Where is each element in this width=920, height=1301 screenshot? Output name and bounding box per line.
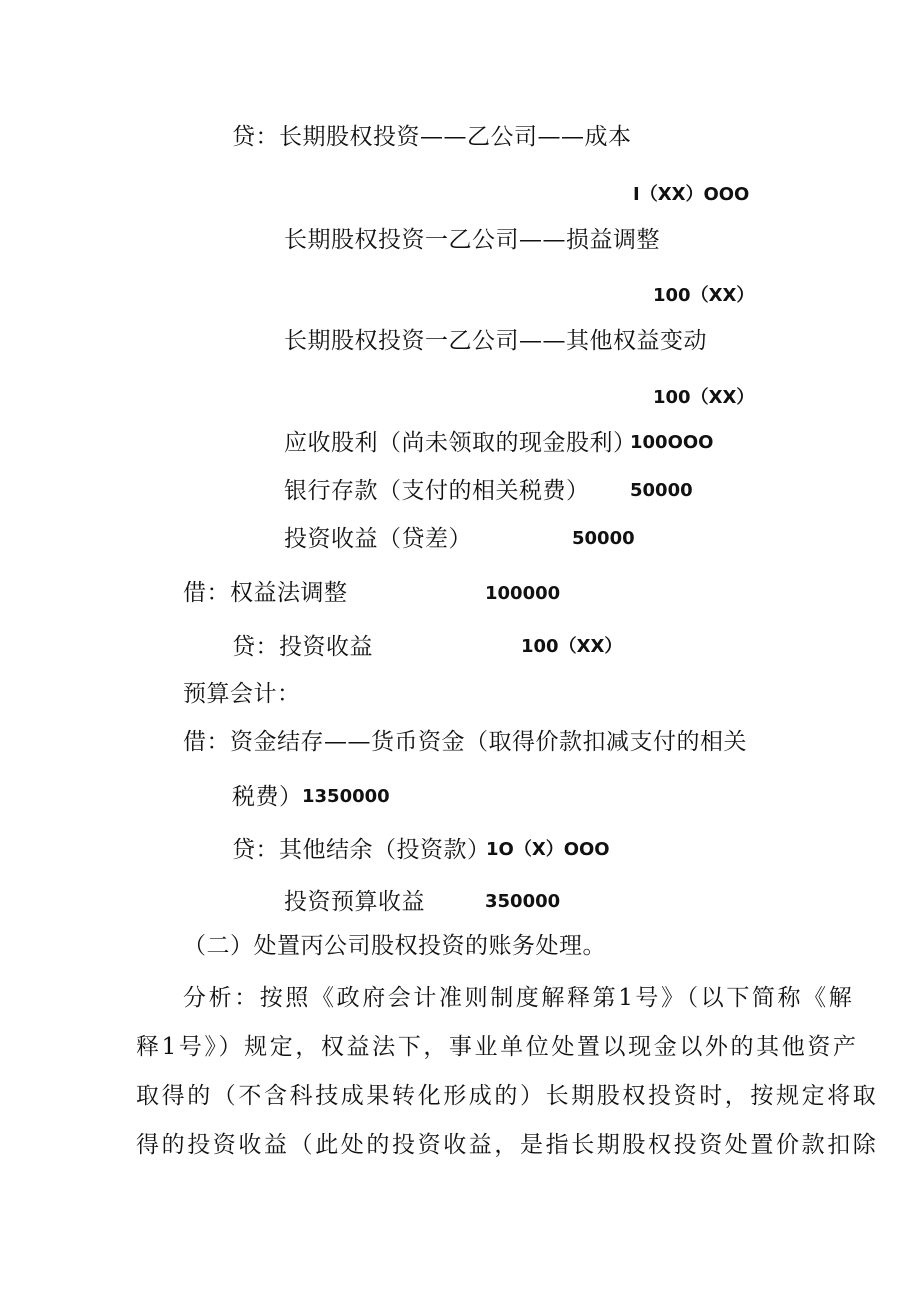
amount-other-surplus: 1O（X）OOO	[486, 839, 610, 860]
entry-profit-loss-adjustment: 长期股权投资一乙公司——损益调整	[284, 227, 660, 253]
section-budget-accounting: 预算会计：	[183, 681, 301, 707]
entry-taxes-fees: 税费）	[232, 784, 303, 810]
entry-debit-equity-adjustment: 借：权益法调整	[183, 580, 348, 606]
paragraph-analysis-line-3: 取得的（不含科技成果转化形成的）长期股权投资时，按规定将取	[136, 1083, 879, 1109]
entry-debit-fund-balance: 借：资金结存——货币资金（取得价款扣减支付的相关	[183, 729, 747, 755]
amount-investment-income-credit: 50000	[572, 528, 635, 549]
paragraph-analysis-line-4: 得的投资收益（此处的投资收益，是指长期股权投资处置价款扣除	[136, 1132, 879, 1158]
amount-other-equity-change: 100（XX）	[653, 387, 755, 408]
entry-credit-cost: 贷：长期股权投资——乙公司——成本	[232, 124, 632, 150]
amount-profit-loss-adjustment: 100（XX）	[653, 285, 755, 306]
amount-cost: I（XX）OOO	[633, 184, 750, 205]
entry-bank-deposit: 银行存款（支付的相关税费）	[284, 478, 590, 504]
amount-equity-adjustment: 100000	[485, 583, 561, 604]
entry-dividends-receivable: 应收股利（尚未领取的现金股利）	[284, 430, 637, 456]
entry-investment-income-credit: 投资收益（贷差）	[284, 526, 472, 552]
amount-investment-budget-income: 350000	[485, 891, 561, 912]
paragraph-analysis-line-2: 释1号》）规定，权益法下，事业单位处置以现金以外的其他资产	[136, 1034, 859, 1060]
amount-dividends-receivable: 100OOO	[630, 432, 714, 453]
entry-other-equity-change: 长期股权投资一乙公司——其他权益变动	[284, 328, 707, 354]
entry-investment-budget-income: 投资预算收益	[284, 889, 425, 915]
section-heading-disposal: （二）处置丙公司股权投资的账务处理。	[183, 933, 606, 959]
entry-credit-other-surplus: 贷：其他结余（投资款）	[232, 837, 491, 863]
paragraph-analysis-line-1: 分析：按照《政府会计准则制度解释第1号》（以下简称《解	[183, 985, 855, 1011]
amount-bank-deposit: 50000	[630, 480, 693, 501]
entry-credit-investment-income: 贷：投资收益	[232, 634, 373, 660]
amount-fund-balance: 1350000	[302, 786, 390, 807]
amount-investment-income: 100（XX）	[521, 636, 623, 657]
